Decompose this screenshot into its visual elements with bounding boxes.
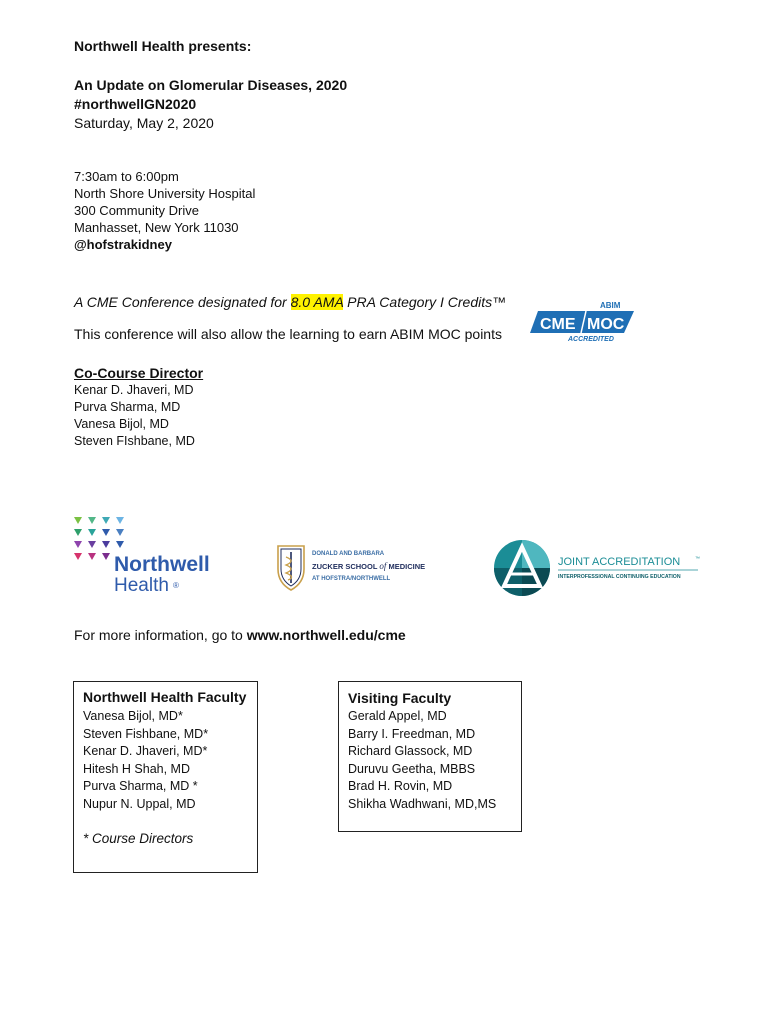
joint-accreditation-logo [492,538,704,598]
joint-tm: ™ [695,556,700,562]
visiting-faculty-box [338,681,522,832]
cme-credits-highlight: 8.0 AMA [290,294,344,310]
conference-title: An Update on Glomerular Diseases, 2020 [74,77,348,93]
badge-cme-text: CME [540,316,576,333]
venue-place: North Shore University Hospital [74,186,256,201]
northwell-faculty-box [73,681,258,873]
northwell-wordmark: Northwell [114,553,210,576]
zucker-shield-icon [275,543,435,593]
faculty-name: Richard Glassock, MD [348,744,473,758]
zucker-line2b: MEDICINE [386,562,426,571]
director-name: Vanesa Bijol, MD [74,417,169,431]
director-name: Kenar D. Jhaveri, MD [74,383,194,397]
registered-mark: ® [173,581,179,590]
co-course-directors [74,364,203,450]
conference-date: Saturday, May 2, 2020 [74,115,214,131]
directors-heading: Co-Course Director [74,365,204,381]
venue-block [74,168,255,253]
hashtag: #northwellGN2020 [74,96,197,112]
director-name: Purva Sharma, MD [74,400,181,414]
venue-city: Manhasset, New York 11030 [74,220,239,235]
faculty-name: Purva Sharma, MD * [83,779,198,793]
venue-time: 7:30am to 6:00pm [74,169,179,184]
faculty-name: Duruvu Geetha, MBBS [348,761,476,776]
abim-badge-icon [530,299,642,343]
faculty-name: Steven Fishbane, MD* [83,726,209,741]
faculty-name: Gerald Appel, MD [348,709,447,723]
more-info-url[interactable]: www.northwell.edu/cme [246,627,406,643]
abim-cme-moc-badge [530,299,642,343]
cme-prefix: A CME Conference designated for [74,294,291,310]
badge-accredited-text: ACCREDITED [568,336,614,343]
faculty-name: Nupur N. Uppal, MD [83,796,196,811]
moc-line: This conference will also allow the learning to earn ABIM MOC points [74,326,502,342]
badge-moc-text: MOC [587,316,625,333]
faculty-name: Barry I. Freedman, MD [348,726,476,741]
venue-street: 300 Community Drive [74,203,199,218]
northwell-health-logo [70,515,220,597]
more-info-prefix: For more information, go to [74,627,247,643]
faculty-name: Kenar D. Jhaveri, MD* [83,744,208,758]
zucker-line2a: ZUCKER SCHOOL [312,562,380,571]
zucker-line2 [312,561,425,571]
zucker-school-logo [275,543,435,593]
zucker-line3: AT HOFSTRA/NORTHWELL [312,576,391,582]
joint-line1: JOINT ACCREDITATION [558,556,681,568]
joint-line2: INTERPROFESSIONAL CONTINUING EDUCATION [558,574,681,580]
health-wordmark: Health [114,575,169,596]
cme-designation [74,292,506,312]
badge-abim-text: ABIM [600,301,621,310]
faculty-name: Shikha Wadhwani, MD,MS [348,796,497,811]
zucker-line1: DONALD AND BARBARA [312,551,385,557]
zucker-of: of [379,561,387,571]
cme-suffix: PRA Category I Credits™ [343,294,507,310]
northwell-faculty-title: Northwell Health Faculty [83,689,247,705]
faculty-name: Vanesa Bijol, MD* [83,709,183,723]
faculty-name: Brad H. Rovin, MD [348,779,453,793]
northwell-triangles-icon [70,515,220,597]
joint-accreditation-icon [492,538,704,598]
more-info-line [74,625,406,645]
visiting-faculty-title: Visiting Faculty [348,690,452,706]
presents-line: Northwell Health presents: [74,38,252,54]
course-directors-note: * Course Directors [83,831,194,846]
director-name: Steven FIshbane, MD [74,434,195,448]
twitter-handle[interactable]: @hofstrakidney [74,237,172,252]
faculty-name: Hitesh H Shah, MD [83,761,190,776]
